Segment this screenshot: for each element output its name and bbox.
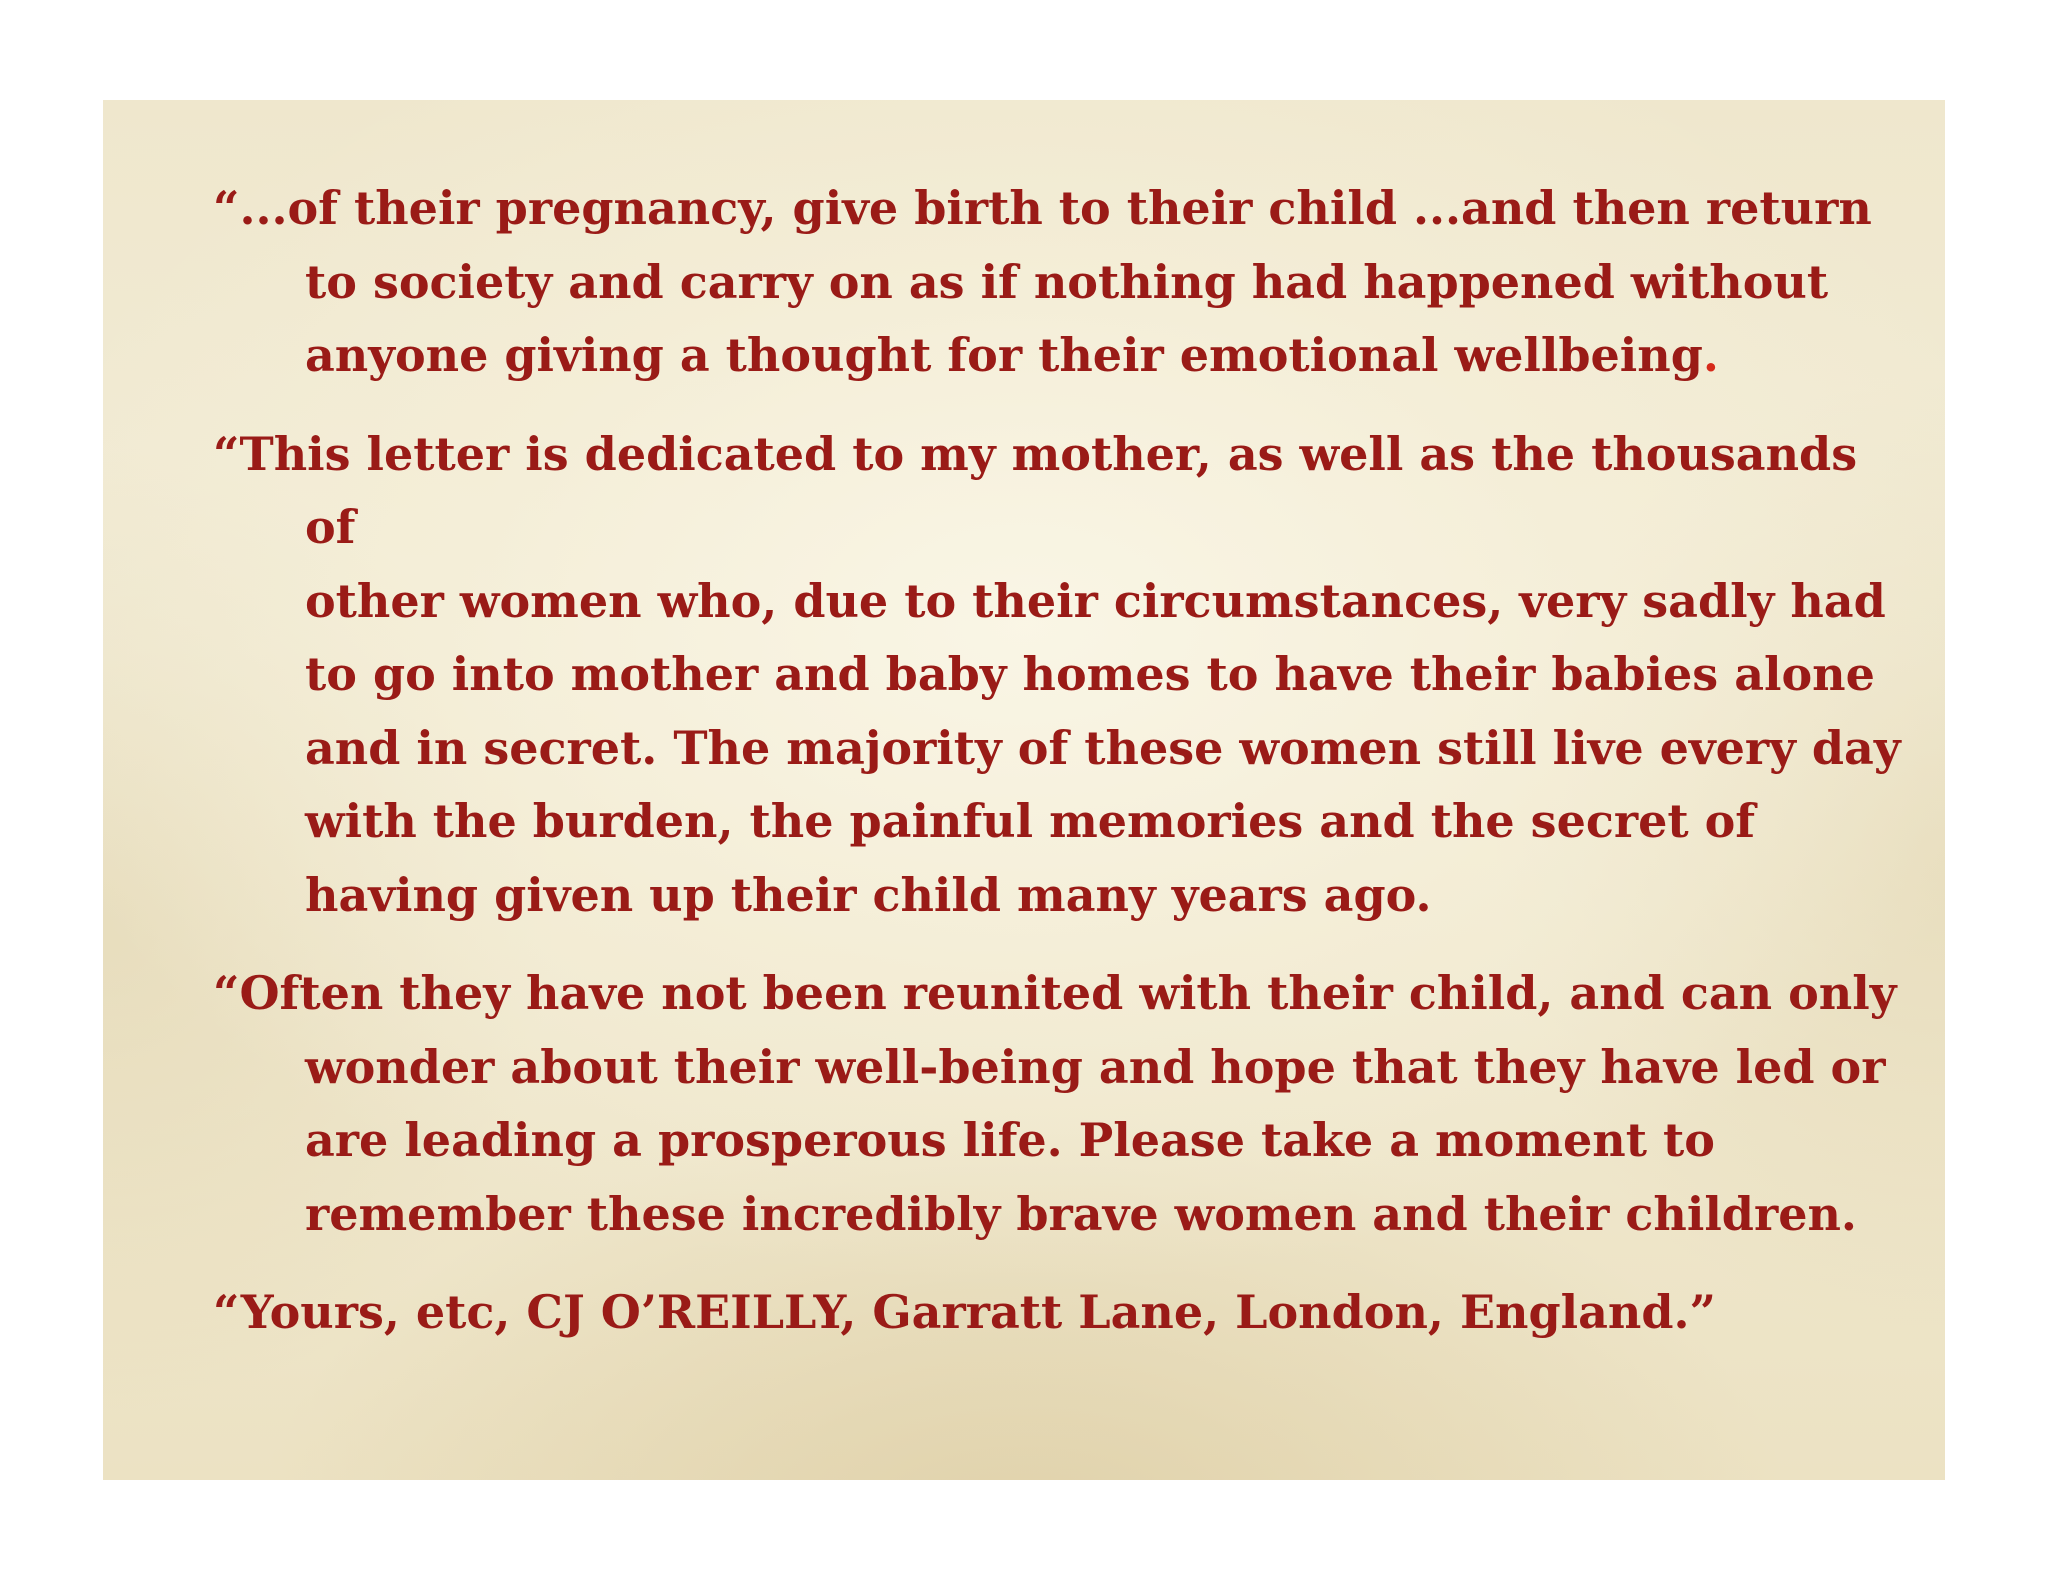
letter-signature: [213, 1276, 1913, 1350]
paragraph-3-text: “Often they have not been reunited with their child, and can only wonder about their well-being and hope that they have led or are leading a prosperous life. Please take a moment to remember these incredibly brave women and their children.: [213, 966, 1897, 1241]
signature-text: “Yours, etc, CJ O’REILLY, Garratt Lane, London, England.”: [213, 1285, 1716, 1339]
letter-paragraph-3: [213, 957, 1913, 1251]
letter-paragraph-2: [213, 418, 1913, 933]
letter-text: [213, 172, 1913, 1375]
paragraph-1-end-mark: .: [1702, 328, 1719, 382]
letter-paragraph-1: [213, 172, 1913, 393]
paragraph-2-text: “This letter is dedicated to my mother, as well as the thousands of other women who, due to their circumstances, very sadly had to go into mother and baby homes to have their babies alone and in secret. The majority of these women still live every day with the burden, the painful memories and the secret of having given up their child many years ago.: [213, 426, 1901, 922]
paragraph-1-text: “...of their pregnancy, give birth to their child ...and then return to society and carry on as if nothing had happened without anyone giving a thought for their emotional wellbeing: [213, 181, 1872, 382]
parchment-slide: [103, 100, 1945, 1480]
